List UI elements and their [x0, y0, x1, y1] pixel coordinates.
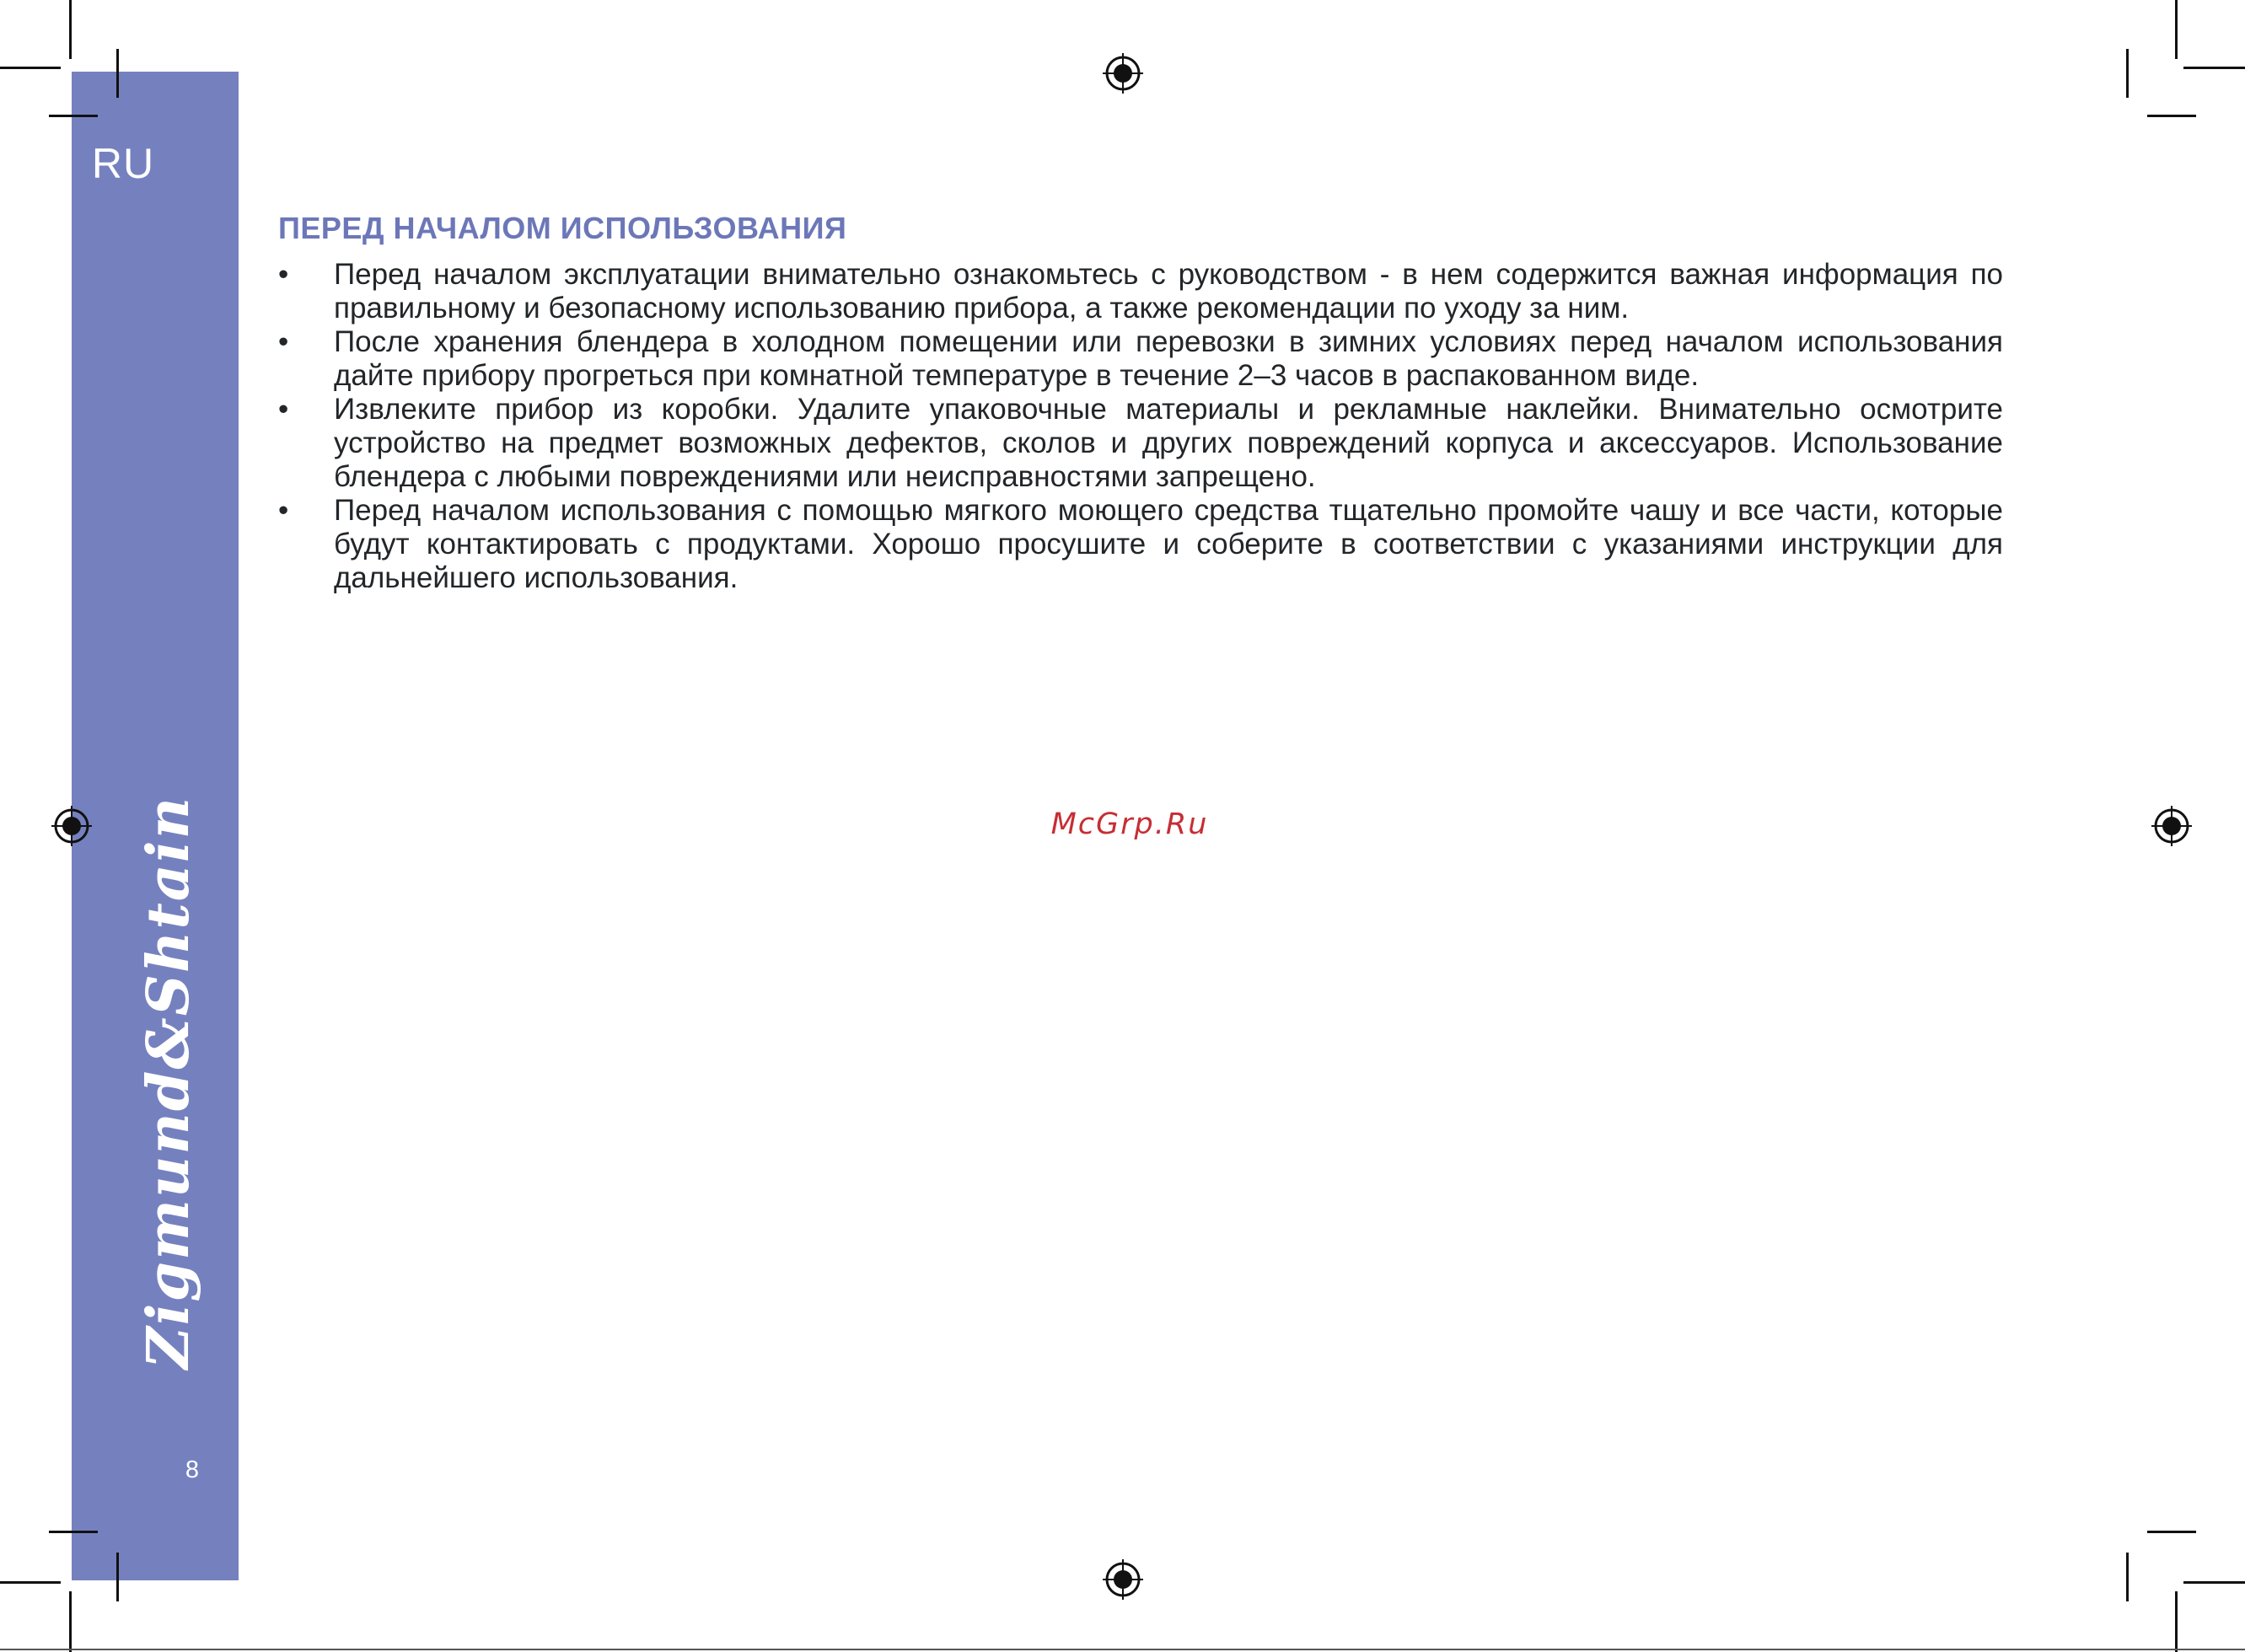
crop-mark-icon	[116, 1553, 119, 1601]
registration-mark-icon	[1103, 53, 1143, 94]
page-edge-line	[0, 1649, 2245, 1650]
bullet-icon: •	[278, 325, 289, 358]
list-item-text: После хранения блендера в холодном помещении или перевозки в зимних условиях перед началом использования дайте прибору прогреться при комнатной температуре в течение 2–3 часов в распакованном виде.	[334, 325, 2003, 392]
list-item	[278, 494, 2003, 595]
registration-mark-icon	[1103, 1559, 1143, 1600]
registration-mark-icon	[51, 806, 92, 846]
watermark-text: McGrp.Ru	[1050, 807, 1209, 841]
crop-mark-icon	[116, 49, 119, 98]
brand-wordmark: Zigmund&Shtain	[135, 795, 202, 1369]
instruction-list	[278, 258, 2003, 595]
crop-mark-icon	[2147, 1531, 2196, 1533]
crop-mark-icon	[69, 1591, 72, 1652]
registration-mark-icon	[2151, 806, 2192, 846]
crop-mark-icon	[2147, 115, 2196, 117]
list-item	[278, 393, 2003, 494]
crop-mark-icon	[0, 1581, 61, 1584]
bullet-icon: •	[278, 393, 289, 426]
section-heading: ПЕРЕД НАЧАЛОМ ИСПОЛЬЗОВАНИЯ	[278, 211, 847, 245]
list-item-text: Перед началом использования с помощью мягкого моющего средства тщательно промойте чашу и все части, которые будут контактировать с продуктами. Хорошо просушите и соберите в соответствии с указаниями инструкции для дальнейшего использования.	[334, 494, 2003, 594]
page-number: 8	[185, 1456, 200, 1483]
bullet-icon: •	[278, 494, 289, 527]
crop-mark-icon	[0, 67, 61, 69]
crop-mark-icon	[2183, 1581, 2245, 1584]
crop-mark-icon	[2183, 67, 2245, 69]
bullet-icon: •	[278, 258, 289, 291]
list-item	[278, 258, 2003, 325]
list-item-text: Извлеките прибор из коробки. Удалите упаковочные материалы и рекламные наклейки. Внимательно осмотрите устройство на предмет возможных дефектов, сколов и других повреждений корпуса и аксессуаров. Использование блендера с любыми повреждениями или неисправностями запрещено.	[334, 393, 2003, 493]
crop-mark-icon	[2175, 1591, 2178, 1652]
crop-mark-icon	[2175, 0, 2178, 59]
crop-mark-icon	[49, 1531, 98, 1533]
list-item-text: Перед началом эксплуатации внимательно ознакомьтесь с руководством - в нем содержится важная информация по правильному и безопасному использованию прибора, а также рекомендации по уходу за ним.	[334, 258, 2003, 324]
crop-mark-icon	[69, 0, 72, 59]
crop-mark-icon	[2126, 49, 2129, 98]
list-item	[278, 325, 2003, 393]
language-label: RU	[91, 140, 155, 187]
crop-mark-icon	[49, 115, 98, 117]
crop-mark-icon	[2126, 1553, 2129, 1601]
